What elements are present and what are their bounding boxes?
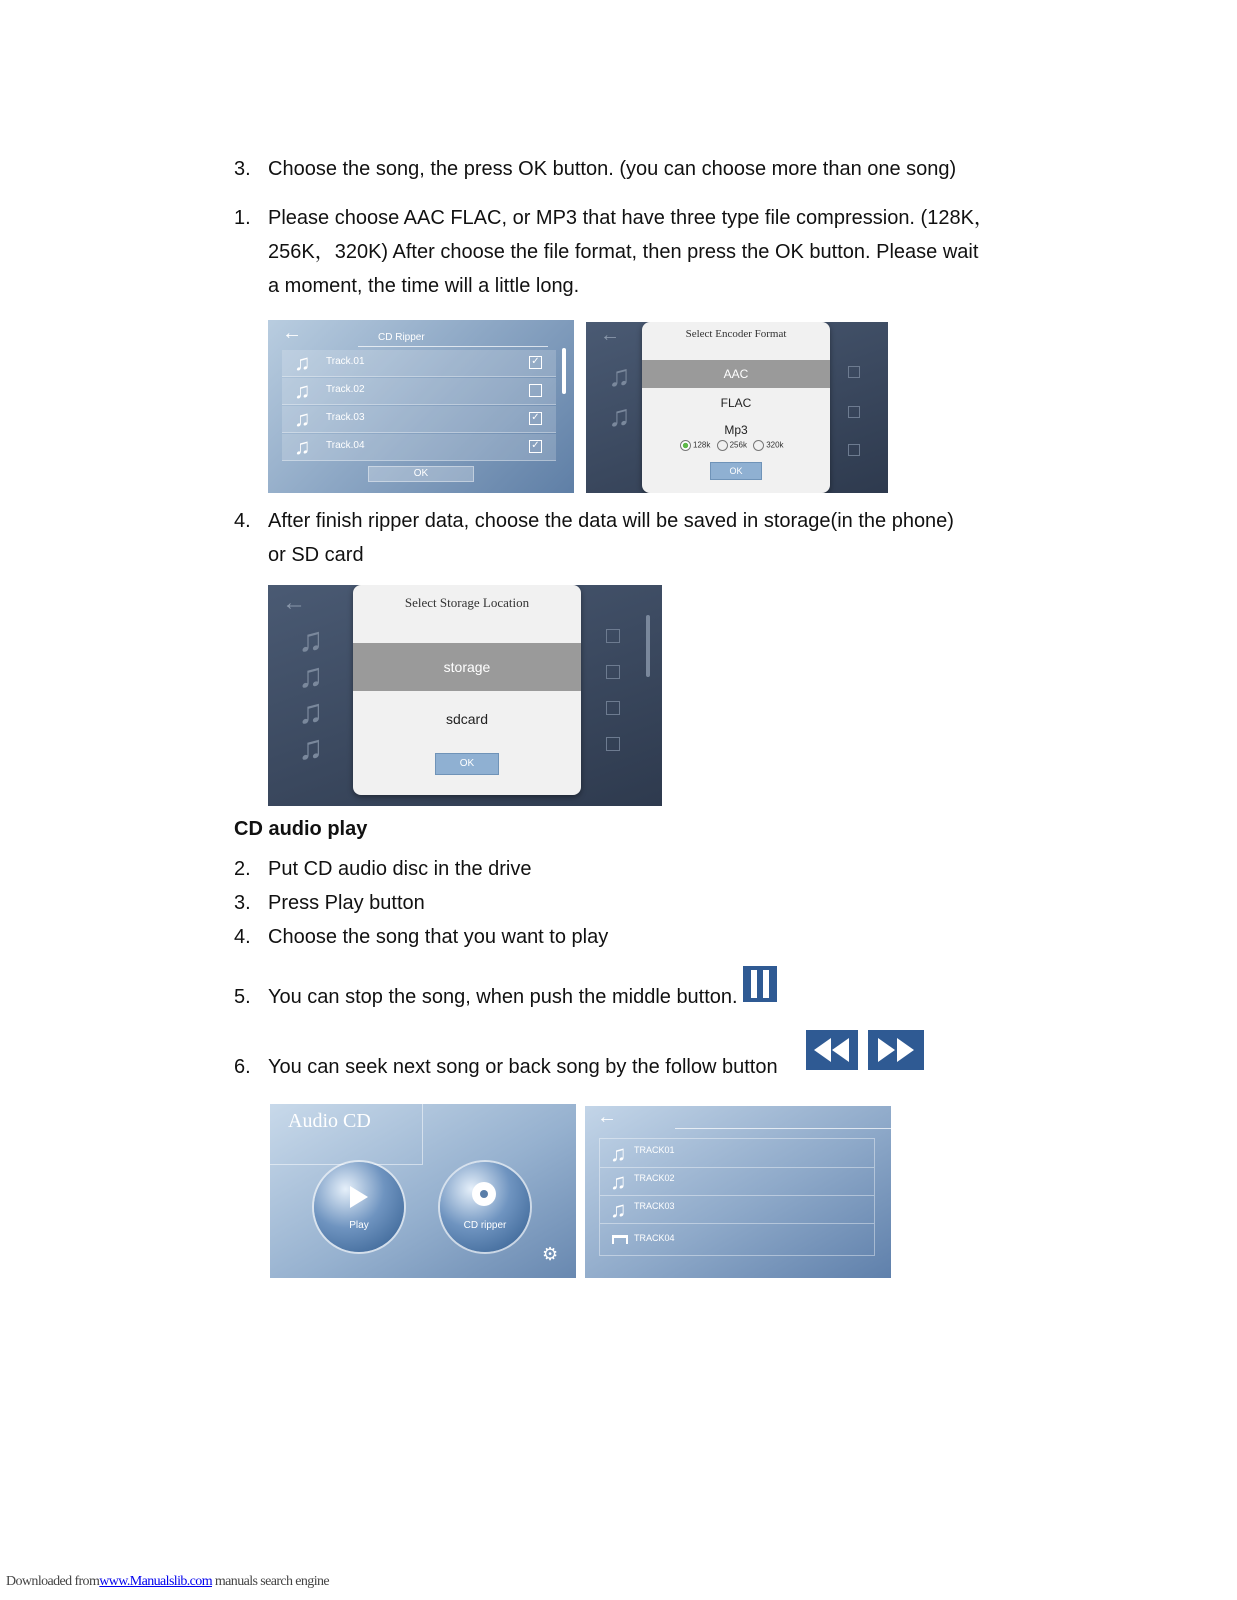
- back-arrow-icon[interactable]: ←: [282, 322, 302, 344]
- encoder-format-screenshot: [586, 322, 888, 493]
- bitrate-label: 320k: [766, 440, 784, 450]
- step-text: Press Play button: [268, 892, 425, 914]
- music-note-icon: ♫: [294, 378, 311, 403]
- music-note-icon: ♫: [298, 693, 324, 731]
- music-note-icon: ♫: [610, 1197, 627, 1222]
- list-item[interactable]: [600, 1223, 874, 1251]
- section-heading: CD audio play: [234, 818, 368, 840]
- music-note-icon: ♫: [294, 350, 311, 375]
- step-text: Choose the song that you want to play: [268, 926, 609, 948]
- track-row[interactable]: [282, 434, 556, 461]
- bitrate-options: [680, 440, 784, 451]
- play-button[interactable]: [314, 1162, 404, 1252]
- gear-icon[interactable]: ⚙: [542, 1244, 559, 1264]
- fast-forward-icon: [868, 1030, 924, 1070]
- step-number: 3.: [234, 158, 251, 180]
- music-note-icon: ♫: [298, 729, 324, 767]
- checkbox[interactable]: [529, 384, 542, 397]
- cd-ripper-button[interactable]: [440, 1162, 530, 1252]
- checkbox[interactable]: [848, 366, 860, 378]
- checkbox[interactable]: ✓: [529, 412, 542, 425]
- scrollbar[interactable]: [646, 615, 650, 677]
- cd-ripper-label: CD ripper: [463, 1220, 507, 1231]
- manualslib-link[interactable]: www.Manualslib.com: [99, 1574, 212, 1589]
- radio-button[interactable]: [680, 440, 691, 451]
- title-underline: [358, 346, 548, 347]
- step-text: You can stop the song, when push the middle button.: [268, 986, 738, 1008]
- option-flac[interactable]: FLAC: [720, 396, 752, 410]
- scrollbar[interactable]: [562, 348, 566, 394]
- music-note-icon: [612, 1235, 628, 1244]
- encoder-dialog: [642, 322, 830, 493]
- pause-bar: [763, 970, 769, 998]
- list-item[interactable]: [600, 1139, 874, 1168]
- ok-button[interactable]: OK: [710, 462, 762, 480]
- checkbox[interactable]: [848, 444, 860, 456]
- step-number: 1.: [234, 207, 251, 229]
- music-note-icon: ♫: [294, 434, 311, 459]
- checkbox[interactable]: [606, 701, 620, 715]
- step-number: 4.: [234, 510, 251, 532]
- option-mp3[interactable]: Mp3: [724, 423, 748, 437]
- checkbox[interactable]: [848, 406, 860, 418]
- checkbox[interactable]: [606, 737, 620, 751]
- music-note-icon: ♫: [298, 657, 324, 695]
- back-arrow-icon[interactable]: ←: [597, 1106, 617, 1128]
- bitrate-label: 128k: [693, 440, 711, 450]
- music-note-icon: ♫: [610, 1141, 627, 1166]
- track-name: Track.01: [326, 356, 365, 367]
- step-text-line: a moment, the time will a little long.: [268, 275, 580, 297]
- checkbox[interactable]: [606, 629, 620, 643]
- title-underline: [675, 1128, 891, 1129]
- ok-button[interactable]: OK: [368, 466, 474, 482]
- checkbox[interactable]: [606, 665, 620, 679]
- ok-button[interactable]: OK: [435, 753, 499, 775]
- pause-icon: [743, 966, 777, 1002]
- footer: [6, 1574, 329, 1590]
- step-text: You can seek next song or back song by the follow button: [268, 1056, 778, 1078]
- music-note-icon: ♫: [608, 400, 631, 433]
- disc-hole: [480, 1190, 488, 1198]
- music-note-icon: ♫: [610, 1169, 627, 1194]
- track-name: TRACK02: [634, 1173, 675, 1183]
- radio-button[interactable]: [753, 440, 764, 451]
- track-name: TRACK04: [634, 1233, 675, 1243]
- play-icon: [350, 1186, 368, 1208]
- option-sdcard[interactable]: sdcard: [445, 711, 489, 727]
- dialog-title: Select Storage Location: [404, 595, 530, 610]
- track-row[interactable]: [282, 406, 556, 433]
- track-name: TRACK01: [634, 1145, 675, 1155]
- dialog-title: Select Encoder Format: [685, 328, 787, 340]
- step-number: 5.: [234, 986, 251, 1008]
- track-list-screenshot: [585, 1106, 891, 1278]
- audio-cd-screenshot: [270, 1104, 576, 1278]
- footer-suffix: manuals search engine: [211, 1574, 330, 1589]
- track-row[interactable]: [282, 378, 556, 405]
- screen-title: CD Ripper: [378, 332, 425, 343]
- track-name: Track.04: [326, 440, 365, 451]
- track-row[interactable]: [282, 350, 556, 377]
- play-label: Play: [349, 1220, 369, 1231]
- option-storage[interactable]: storage: [353, 643, 581, 691]
- step-number: 4.: [234, 926, 251, 948]
- list-item[interactable]: [600, 1167, 874, 1196]
- track-name: Track.02: [326, 384, 365, 395]
- step-number: 3.: [234, 892, 251, 914]
- disc-icon: [472, 1182, 496, 1206]
- track-name: Track.03: [326, 412, 365, 423]
- step-text-line: Please choose AAC FLAC, or MP3 that have three type file compression. (128K，: [268, 207, 994, 229]
- music-note-icon: ♫: [298, 621, 324, 659]
- bitrate-label: 256k: [729, 440, 747, 450]
- step-number: 6.: [234, 1056, 251, 1078]
- step-text: Choose the song, the press OK button. (you can choose more than one song): [268, 158, 957, 180]
- music-note-icon: ♫: [294, 406, 311, 431]
- cd-ripper-screenshot: [268, 320, 574, 493]
- option-aac[interactable]: AAC: [642, 360, 830, 388]
- music-note-icon: ♫: [608, 360, 631, 393]
- fast-forward-glyph: [868, 1030, 924, 1070]
- step-text-line: 256K，320K) After choose the file format, then press the OK button. Please wait: [268, 241, 979, 263]
- footer-prefix: Downloaded from: [6, 1574, 100, 1589]
- step-text: Put CD audio disc in the drive: [268, 858, 532, 880]
- step-text-line: After finish ripper data, choose the data will be saved in storage(in the phone): [268, 510, 954, 532]
- rewind-icon: [806, 1030, 858, 1070]
- list-item[interactable]: [600, 1195, 874, 1224]
- radio-button[interactable]: [717, 440, 728, 451]
- back-arrow-icon[interactable]: ←: [282, 589, 306, 616]
- screen-title: Audio CD: [288, 1110, 371, 1132]
- track-list: [599, 1138, 875, 1256]
- storage-location-screenshot: [268, 585, 662, 806]
- pause-bar: [751, 970, 757, 998]
- title-frame: [270, 1104, 423, 1165]
- rewind-glyph: [806, 1030, 858, 1070]
- step-number: 2.: [234, 858, 251, 880]
- back-arrow-icon[interactable]: ←: [600, 324, 620, 346]
- track-name: TRACK03: [634, 1201, 675, 1211]
- checkbox[interactable]: ✓: [529, 440, 542, 453]
- checkbox[interactable]: ✓: [529, 356, 542, 369]
- storage-dialog: [353, 585, 581, 795]
- step-text-line: or SD card: [268, 544, 364, 566]
